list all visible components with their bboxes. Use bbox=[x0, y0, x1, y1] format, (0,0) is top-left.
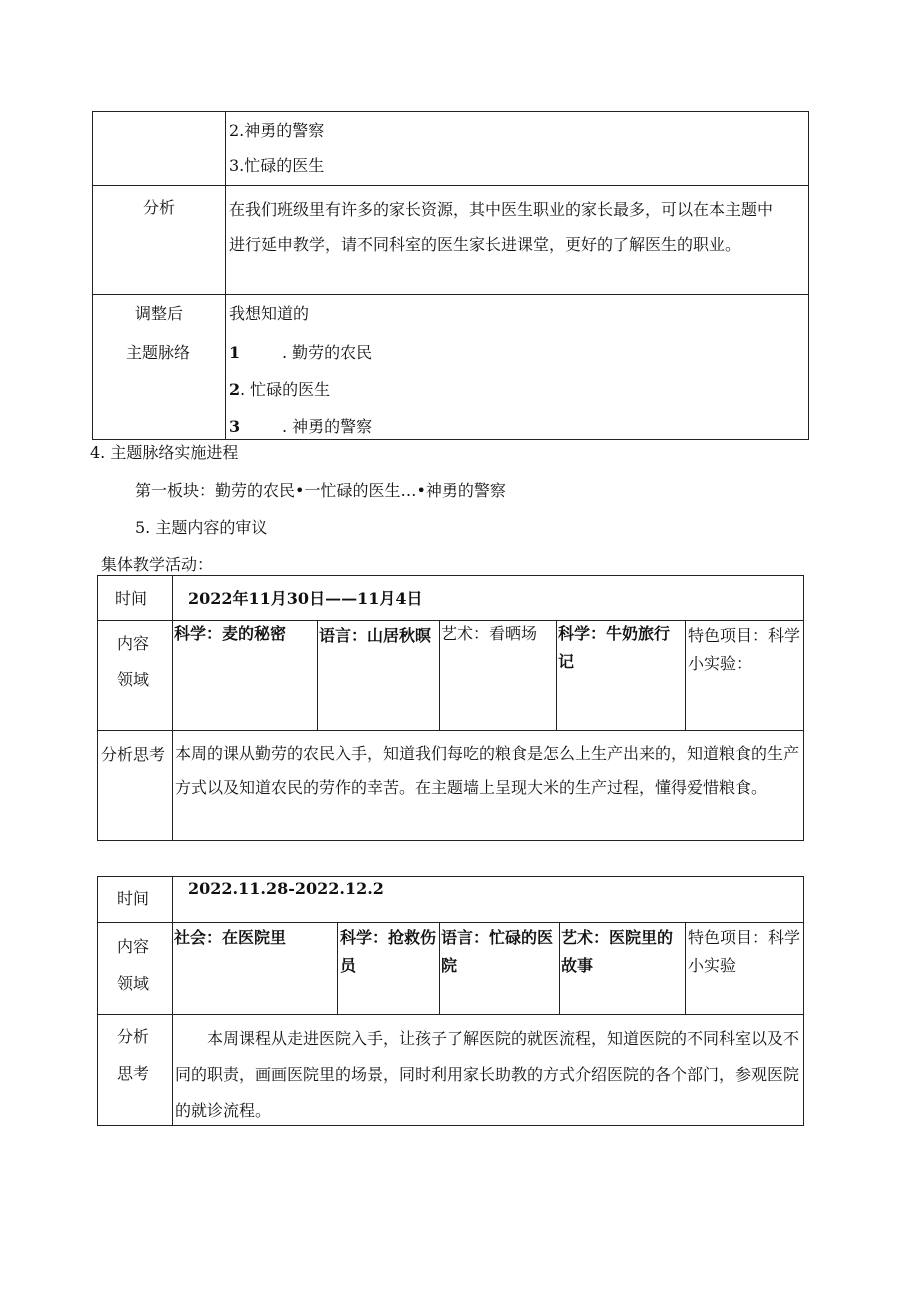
week2-domain-label: 领域 bbox=[117, 974, 150, 993]
week1-column-divider bbox=[685, 620, 686, 730]
week2-special-project-cell: 特色项目：科学小实验 bbox=[688, 928, 801, 975]
adjusted-item-text: . 神勇的警察 bbox=[282, 417, 373, 436]
week1-time-label: 时间 bbox=[115, 589, 148, 608]
adjusted-item-text: . 忙碌的医生 bbox=[240, 380, 331, 399]
week2-analysis-label: 思考 bbox=[117, 1064, 150, 1083]
week1-column-divider bbox=[317, 620, 318, 730]
adjusted-item-number: 1 bbox=[229, 343, 241, 362]
week2-domain-label: 内容 bbox=[117, 937, 150, 956]
adjusted-item-text: . 勤劳的农民 bbox=[282, 343, 373, 362]
week2-analysis-label: 分析 bbox=[117, 1027, 150, 1046]
week2-column-divider bbox=[439, 922, 440, 1014]
first-block-line: 第一板块：勤劳的农民•一忙碌的医生…•神勇的警察 bbox=[135, 481, 506, 500]
want-to-know-label: 我想知道的 bbox=[229, 304, 310, 323]
theme-item-police: 2.神勇的警察 bbox=[229, 121, 325, 140]
adjusted-item-number: 2 bbox=[229, 380, 241, 399]
week2-row-divider bbox=[97, 922, 804, 923]
week1-domain-label: 内容 bbox=[117, 634, 150, 653]
analysis-text-line2: 进行延申教学，请不同科室的医生家长进课堂，更好的了解医生的职业。 bbox=[229, 235, 742, 254]
week1-row-divider bbox=[97, 730, 804, 731]
week2-subject-cell: 科学：抢救伤员 bbox=[340, 928, 437, 975]
theme-item-doctor: 3.忙碌的医生 bbox=[229, 156, 325, 175]
adjusted-label: 调整后 bbox=[135, 304, 184, 323]
week2-column-divider bbox=[172, 876, 173, 1126]
theme-table bbox=[92, 111, 809, 440]
week2-time-label: 时间 bbox=[117, 889, 150, 908]
week2-column-divider bbox=[337, 922, 338, 1014]
section-4-heading: 4. 主题脉络实施进程 bbox=[90, 443, 239, 462]
week2-subject-cell: 社会：在医院里 bbox=[174, 928, 287, 947]
week1-analysis-label: 分析思考 bbox=[101, 745, 166, 764]
week1-column-divider bbox=[439, 620, 440, 730]
week1-analysis-text: 本周的课从勤劳的农民入手，知道我们每吃的粮食是怎么上生产出来的，知道粮食的生产方式以及知道农民的劳作的幸苦。在主题墙上呈现大米的生产过程，懂得爱惜粮食。 bbox=[175, 744, 800, 797]
theme-table-row-divider bbox=[92, 294, 809, 295]
week2-analysis-text: 本周课程从走进医院入手，让孩子了解医院的就医流程，知道医院的不同科室以及不同的职责，画画医院里的场景，同时利用家长助教的方式介绍医院的各个部门，参观医院的就诊流程。 bbox=[175, 1029, 800, 1120]
collective-teaching-label: 集体教学活动： bbox=[101, 555, 214, 574]
section-5-heading: 5. 主题内容的审议 bbox=[135, 518, 268, 537]
adjusted-item-number: 3 bbox=[229, 417, 241, 436]
week1-column-divider bbox=[172, 575, 173, 841]
analysis-text-line1: 在我们班级里有许多的家长资源，其中医生职业的家长最多，可以在本主题中 bbox=[229, 200, 774, 219]
week2-subject-cell: 语言：忙碌的医院 bbox=[441, 928, 554, 975]
week1-subject-cell: 语言：山居秋暝 bbox=[319, 626, 432, 645]
week1-column-divider bbox=[556, 620, 557, 730]
week1-subject-cell: 艺术：看晒场 bbox=[441, 624, 538, 643]
week1-domain-label: 领域 bbox=[117, 670, 150, 689]
week2-time-value: 2022.11.28-2022.12.2 bbox=[188, 879, 384, 898]
week2-row-divider bbox=[97, 1014, 804, 1015]
week1-subject-cell: 科学：牛奶旅行记 bbox=[558, 624, 671, 671]
week2-column-divider bbox=[559, 922, 560, 1014]
theme-table-row-divider bbox=[92, 185, 809, 186]
week1-special-project-cell: 特色项目：科学小实验： bbox=[688, 626, 801, 673]
week2-subject-cell: 艺术：医院里的故事 bbox=[561, 928, 674, 975]
theme-context-label: 主题脉络 bbox=[126, 343, 191, 362]
analysis-label: 分析 bbox=[143, 198, 176, 217]
week2-column-divider bbox=[685, 922, 686, 1014]
theme-table-column-divider bbox=[225, 111, 226, 440]
week1-time-value: 2022年11月30日——11月4日 bbox=[188, 589, 423, 608]
week1-subject-cell: 科学：麦的秘密 bbox=[174, 624, 287, 643]
